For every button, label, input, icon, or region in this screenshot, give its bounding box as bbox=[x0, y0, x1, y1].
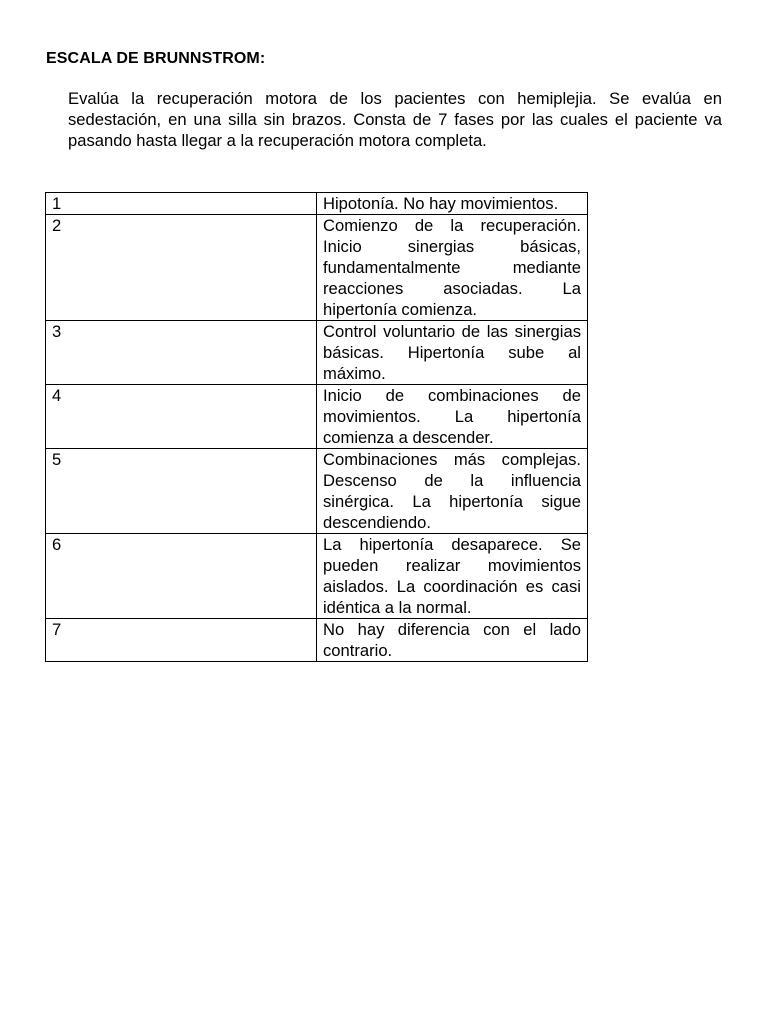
table-row bbox=[46, 449, 588, 534]
phase-number: 5 bbox=[46, 449, 317, 534]
phase-description: Inicio de combinaciones de movimientos. La hipertonía comienza a descender. bbox=[317, 385, 588, 449]
phase-description: La hipertonía desaparece. Se pueden realizar movimientos aislados. La coordinación es casi idéntica a la normal. bbox=[317, 534, 588, 619]
table-row bbox=[46, 534, 588, 619]
phase-number: 7 bbox=[46, 619, 317, 662]
phase-description: Combinaciones más complejas. Descenso de la influencia sinérgica. La hipertonía sigue descendiendo. bbox=[317, 449, 588, 534]
table-row bbox=[46, 385, 588, 449]
table-row bbox=[46, 619, 588, 662]
phase-number: 3 bbox=[46, 321, 317, 385]
phase-number: 4 bbox=[46, 385, 317, 449]
phase-number: 6 bbox=[46, 534, 317, 619]
table-row bbox=[46, 215, 588, 321]
brunnstrom-phase-table bbox=[45, 192, 588, 662]
phase-description: No hay diferencia con el lado contrario. bbox=[317, 619, 588, 662]
phase-description: Comienzo de la recuperación. Inicio sinergias básicas, fundamentalmente mediante reacciones asociadas. La hipertonía comienza. bbox=[317, 215, 588, 321]
phase-number: 1 bbox=[46, 193, 317, 215]
table-row bbox=[46, 193, 588, 215]
phase-number: 2 bbox=[46, 215, 317, 321]
document-title: ESCALA DE BRUNNSTROM: bbox=[46, 50, 266, 67]
table-row bbox=[46, 321, 588, 385]
phase-description: Hipotonía. No hay movimientos. bbox=[317, 193, 588, 215]
phase-description: Control voluntario de las sinergias básicas. Hipertonía sube al máximo. bbox=[317, 321, 588, 385]
intro-paragraph: Evalúa la recuperación motora de los pacientes con hemiplejia. Se evalúa en sedestación, en una silla sin brazos. Consta de 7 fases por las cuales el paciente va pasando hasta llegar a la recuperación motora completa. bbox=[68, 89, 722, 150]
